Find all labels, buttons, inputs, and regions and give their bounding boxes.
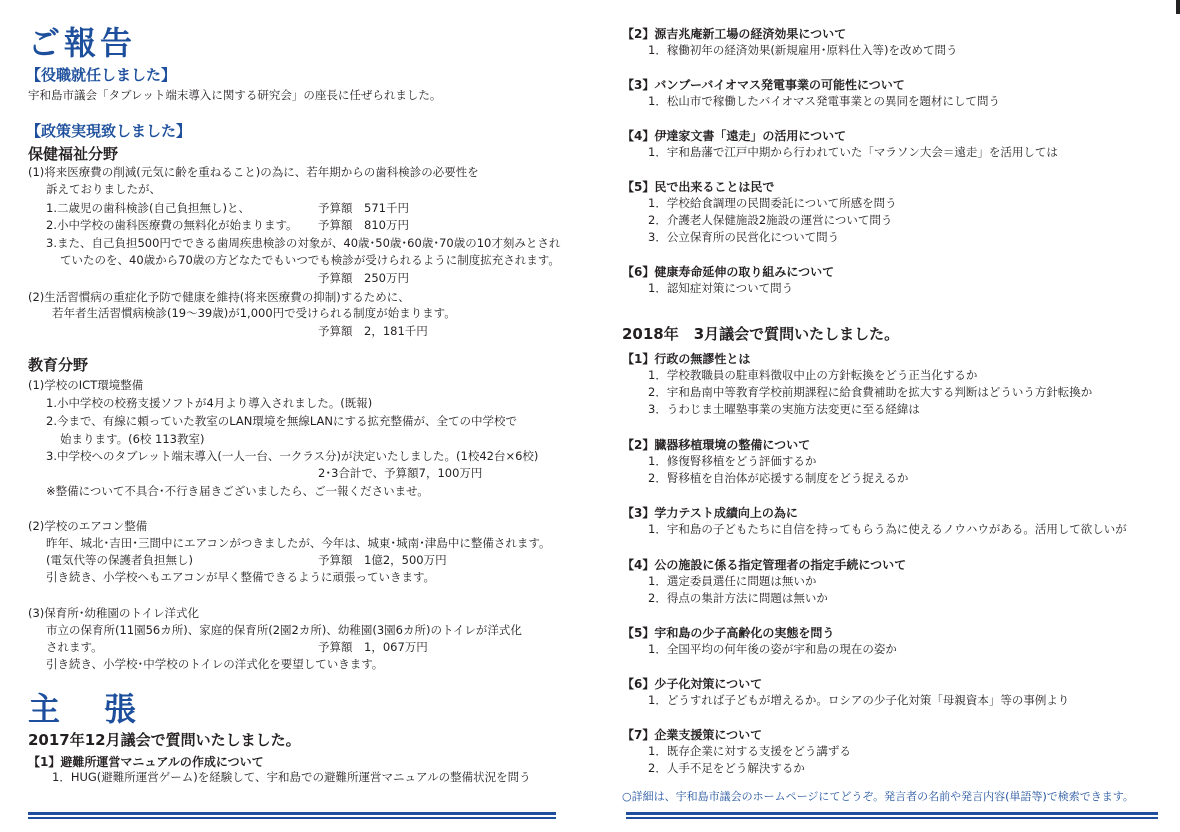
education-e2-amount: 予算額 1億2，500万円	[318, 553, 447, 567]
education-e2-line2: (電気代等の保護者負担無し)	[46, 553, 193, 567]
m6-item1: 1．どうすれば子どもが増えるか。ロシアの少子化対策「母親資本」等の事例より	[648, 693, 1070, 707]
dec-q1-item1: 1．HUG(避難所運営ゲーム)を経験して、宇和島での避難所運営マニュアルの整備状況を問う	[52, 770, 531, 784]
q2-heading: 【2】源吉兆庵新工場の経済効果について	[622, 27, 847, 41]
q4-item1: 1．宇和島藩で江戸中期から行われていた「マラソン大会＝遠走」を活用しては	[648, 145, 1058, 159]
q5-heading: 【5】民で出来ることは民で	[622, 180, 775, 194]
m5-heading: 【5】宇和島の少子高齢化の実態を問う	[622, 626, 835, 640]
appointment-heading: 【役職就任しました】	[26, 66, 177, 84]
education-e2-line3: 引き続き、小学校へもエアコンが早く整備できるように頑張っていきます。	[46, 570, 436, 584]
m7-item2: 2．人手不足をどう解決するか	[648, 761, 805, 775]
welfare-p1-item2-amount: 予算額 810万円	[318, 218, 409, 232]
m4-item1: 1．選定委員選任に問題は無いか	[648, 574, 817, 588]
dec-session-heading: 2017年12月議会で質問いたしました。	[28, 731, 301, 749]
education-e1-heading: (1)学校のICT環境整備	[28, 378, 144, 392]
welfare-p2-line1: (2)生活習慣病の重症化予防で健康を維持(将来医療費の抑制)するために、	[28, 290, 410, 304]
welfare-p1-item1: 1.二歳児の歯科検診(自己負担無し)と、	[46, 201, 250, 215]
q3-item1: 1．松山市で稼働したバイオマス発電事業との異同を題材にして問う	[648, 94, 1000, 108]
right-footer-rule	[626, 812, 1158, 819]
welfare-p1-item3-line1: 3.また、自己負担500円でできる歯周疾患検診の対象が、40歳･50歳･60歳･70歳の10才刻みとされ	[46, 236, 561, 250]
m3-item1: 1．宇和島の子どもたちに自信を持ってもらう為に使えるノウハウがある。活用して欲しいが	[648, 522, 1127, 536]
education-e2-line1: 昨年、城北･吉田･三間中にエアコンがつきましたが、今年は、城東･城南･津島中に整備されます。	[46, 536, 551, 550]
appointment-text: 宇和島市議会「タブレット端末導入に関する研究会」の座長に任ぜられました。	[28, 88, 442, 102]
education-e3-amount: 予算額 1，067万円	[318, 640, 428, 654]
welfare-p2-line2: 若年者生活習慣病検診(19～39歳)が1,000円で受けられる制度が始まります。	[52, 306, 456, 320]
welfare-p1-item1-amount: 予算額 571千円	[318, 201, 409, 215]
m6-heading: 【6】少子化対策について	[622, 677, 763, 691]
education-e3-heading: (3)保育所･幼稚園のトイレ洋式化	[28, 606, 199, 620]
q5-item2: 2．介護老人保健施設2施設の運営について問う	[648, 213, 893, 227]
q4-heading: 【4】伊達家文書「遠走」の活用について	[622, 129, 847, 143]
m1-heading: 【1】行政の無謬性とは	[622, 352, 751, 366]
march-session-heading: 2018年 3月議会で質問いたしました。	[622, 325, 900, 343]
education-e1-item3-line1: 3.中学校へのタブレット端末導入(一人一台、一クラス分)が決定いたしました。(1校42台×6校)	[46, 449, 539, 463]
education-e1-item3-line2: 2･3合計で、予算額7，100万円	[318, 466, 483, 480]
dec-q1-heading: 【1】避難所運営マニュアルの作成について	[28, 755, 264, 769]
m7-heading: 【7】企業支援策について	[622, 728, 763, 742]
q6-heading: 【6】健康寿命延伸の取り組みについて	[622, 265, 835, 279]
education-e3-line3: 引き続き、小学校･中学校のトイレの洋式化を要望していきます。	[46, 657, 384, 671]
q5-item1: 1．学校給食調理の民間委託について所感を問う	[648, 196, 897, 210]
m2-item2: 2．腎移植を自治体が応援する制度をどう捉えるか	[648, 471, 909, 485]
welfare-p1-line1: (1)将来医療費の削減(元気に齢を重ねること)の為に、若年期からの歯科検診の必要性を	[28, 165, 479, 179]
policy-heading: 【政策実現致しました】	[26, 122, 192, 140]
report-title: ご報告	[28, 24, 137, 62]
q6-item1: 1．認知症対策について問う	[648, 281, 794, 295]
m2-heading: 【2】臓器移植環境の整備について	[622, 438, 811, 452]
m4-item2: 2．得点の集計方法に問題は無いか	[648, 591, 828, 605]
welfare-p2-amount: 予算額 2，181千円	[318, 324, 428, 338]
welfare-p1-item2: 2.小中学校の歯科医療費の無料化が始まります。	[46, 218, 298, 232]
education-heading: 教育分野	[28, 356, 89, 374]
welfare-heading: 保健福祉分野	[28, 145, 119, 163]
education-e2-heading: (2)学校のエアコン整備	[28, 519, 148, 533]
m1-item1: 1．学校教職員の駐車料徴収中止の方針転換をどう正当化するか	[648, 368, 978, 382]
m2-item1: 1．修復腎移植をどう評価するか	[648, 454, 817, 468]
m3-heading: 【3】学力テスト成績向上の為に	[622, 506, 798, 520]
m4-heading: 【4】公の施設に係る指定管理者の指定手続について	[622, 558, 907, 572]
welfare-p1-item3-amount: 予算額 250万円	[318, 271, 409, 285]
left-footer-rule	[28, 812, 556, 819]
m5-item1: 1．全国平均の何年後の姿が宇和島の現在の姿か	[648, 642, 897, 656]
welfare-p1-line2: 訴えておりましたが、	[46, 182, 161, 196]
m1-item2: 2．宇和島南中等教育学校前期課程に給食費補助を拡大する判断はどういう方針転換か	[648, 385, 1093, 399]
claims-title: 主 張	[28, 690, 143, 728]
m7-item1: 1．既存企業に対する支援をどう講ずる	[648, 744, 851, 758]
m1-item3: 3．うわじま土曜塾事業の実施方法変更に至る経緯は	[648, 402, 920, 416]
education-e3-line2: されます。	[46, 640, 103, 654]
education-e1-item2-line2: 始まります。(6校 113教室)	[60, 432, 205, 446]
q5-item3: 3．公立保育所の民営化について問う	[648, 230, 840, 244]
education-e3-line1: 市立の保育所(11園56カ所)、家庭的保育所(2園2カ所)、幼稚園(3園6カ所)のトイレが洋式化	[46, 623, 522, 637]
q2-item1: 1．稼働初年の経済効果(新規雇用･原料仕入等)を改めて問う	[648, 43, 958, 57]
welfare-p1-item3-line2: ていたのを、40歳から70歳の方どなたでもいつでも検診が受けられるように制度拡充されます。	[60, 253, 560, 267]
q3-heading: 【3】バンブーバイオマス発電事業の可能性について	[622, 78, 905, 92]
education-e1-note: ※整備について不具合･不行き届きございましたら、ご一報くださいませ。	[46, 484, 429, 498]
footer-note: ○詳細は、宇和島市議会のホームページにてどうぞ。発言者の名前や発言内容(単語等)で検索できます。	[622, 790, 1134, 803]
education-e1-item2-line1: 2.今まで、有線に頼っていた教室のLAN環境を無線LANにする拡充整備が、全ての中学校で	[46, 414, 518, 428]
right-column	[600, 0, 1180, 832]
education-e1-item1: 1.小中学校の校務支援ソフトが4月より導入されました。(既報)	[46, 396, 373, 410]
